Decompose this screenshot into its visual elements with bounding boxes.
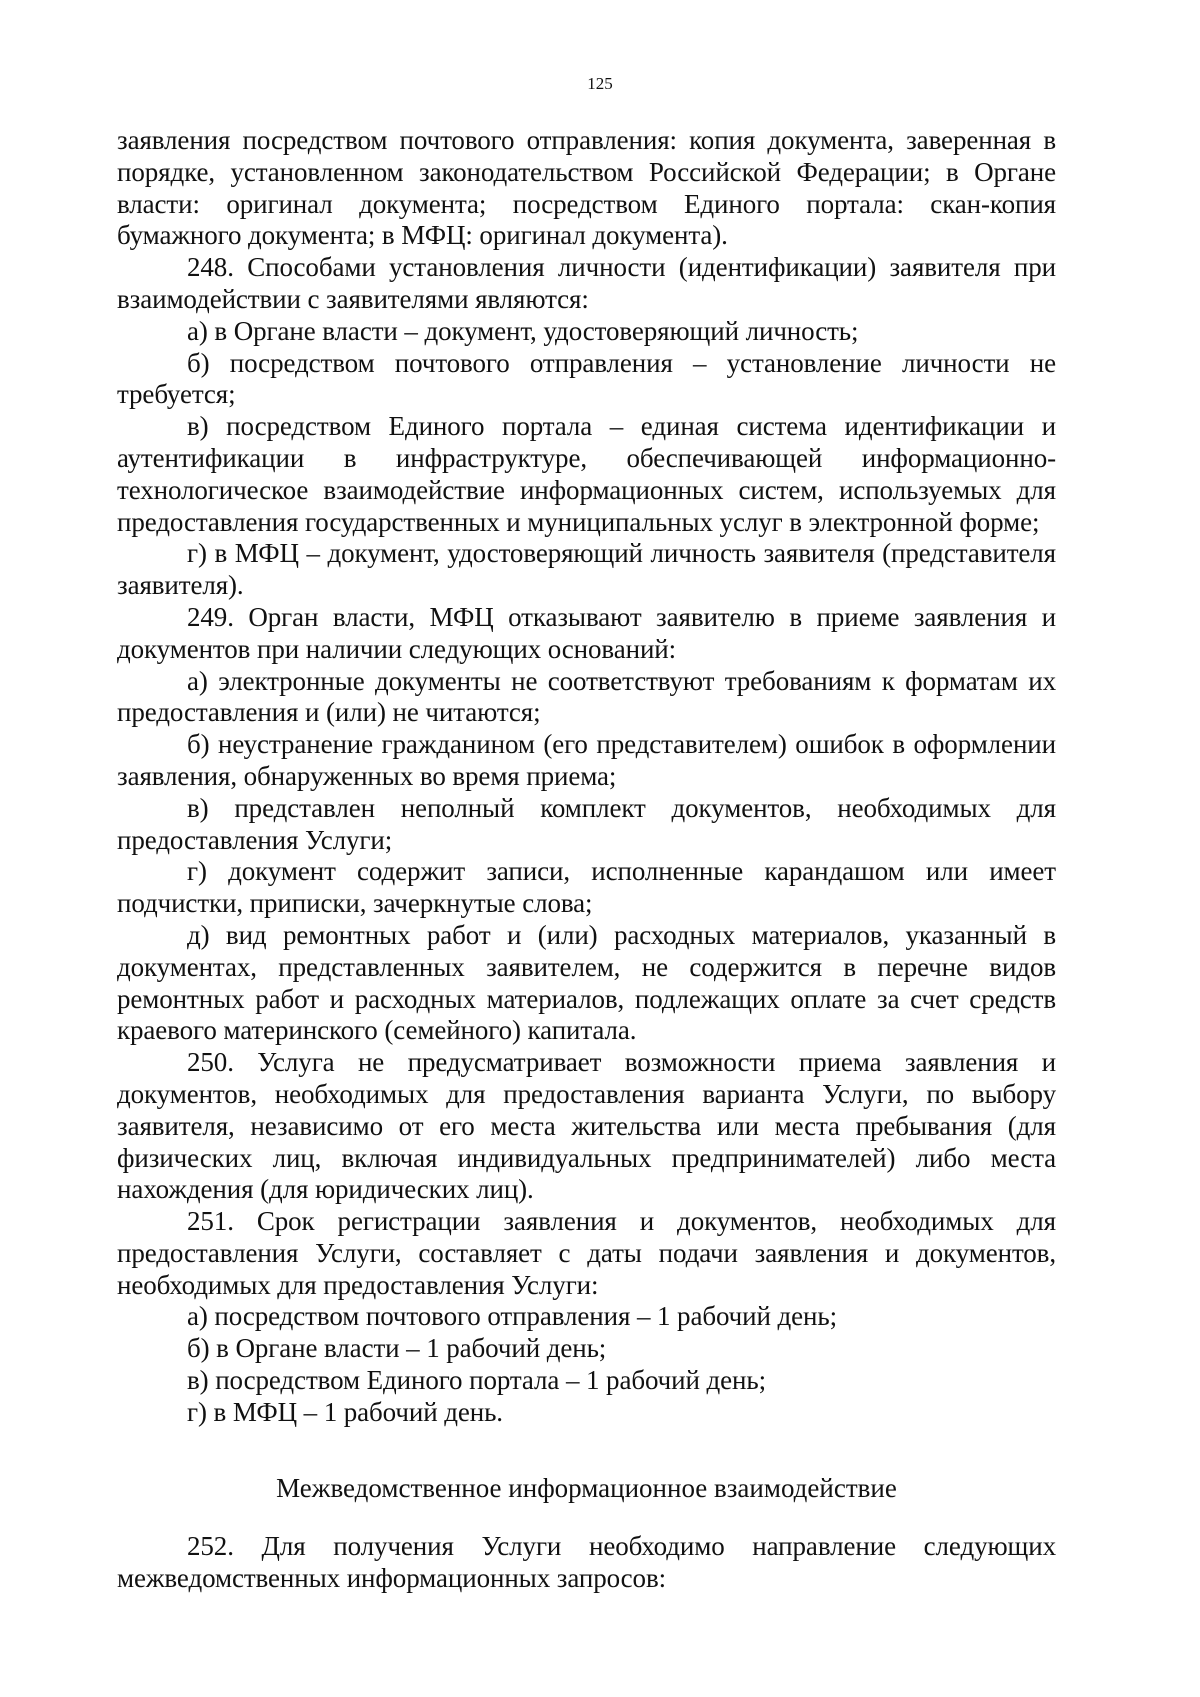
paragraph: в) представлен неполный комплект документов, необходимых для предоставления Услуги; bbox=[117, 792, 1056, 855]
paragraph: в) посредством Единого портала – единая система идентификации и аутентификации в инфраструктуре, обеспечивающей информационно-технологическое взаимодействие информационных систем, используемых для предоставления государственных и муниципальных услуг в электронной форме; bbox=[117, 411, 1056, 537]
paragraph: 249. Орган власти, МФЦ отказывают заявителю в приеме заявления и документов при наличии следующих оснований: bbox=[117, 601, 1056, 664]
paragraph: 252. Для получения Услуги необходимо направление следующих межведомственных информационных запросов: bbox=[117, 1531, 1056, 1594]
paragraph: 250. Услуга не предусматривает возможности приема заявления и документов, необходимых для предоставления варианта Услуги, по выбору заявителя, независимо от его места жительства или места пребывания (для физических лиц, включая индивидуальных предпринимателей) либо места нахождения (для юридических лиц). bbox=[117, 1047, 1056, 1205]
paragraph: г) в МФЦ – 1 рабочий день. bbox=[187, 1396, 503, 1427]
paragraph: а) в Органе власти – документ, удостоверяющий личность; bbox=[187, 315, 859, 346]
paragraph: 251. Срок регистрации заявления и документов, необходимых для предоставления Услуги, составляет с даты подачи заявления и документов, необходимых для предоставления Услуги: bbox=[117, 1206, 1056, 1300]
paragraph: б) в Органе власти – 1 рабочий день; bbox=[187, 1333, 607, 1364]
paragraph: г) в МФЦ – документ, удостоверяющий личность заявителя (представителя заявителя). bbox=[117, 538, 1056, 601]
page-number: 125 bbox=[587, 74, 613, 93]
paragraph: в) посредством Единого портала – 1 рабочий день; bbox=[187, 1365, 766, 1396]
document-body bbox=[117, 125, 1056, 1595]
paragraphs-before-heading bbox=[117, 125, 1056, 1429]
paragraphs-after-heading bbox=[117, 1531, 1056, 1595]
paragraph: б) посредством почтового отправления – установление личности не требуется; bbox=[117, 347, 1056, 410]
paragraph: 248. Способами установления личности (идентификации) заявителя при взаимодействии с заявителями являются: bbox=[117, 252, 1056, 314]
paragraph: а) электронные документы не соответствуют требованиям к форматам их предоставления и (или) не читаются; bbox=[117, 665, 1056, 728]
paragraph: б) неустранение гражданином (его представителем) ошибок в оформлении заявления, обнаруженных во время приема; bbox=[117, 729, 1056, 791]
paragraph: д) вид ремонтных работ и (или) расходных материалов, указанный в документах, представленных заявителем, не содержится в перечне видов ремонтных работ и расходных материалов, подлежащих оплате за счет средств краевого материнского (семейного) капитала. bbox=[117, 919, 1056, 1046]
paragraph: г) документ содержит записи, исполненные карандашом или имеет подчистки, приписки, зачеркнутые слова; bbox=[117, 856, 1056, 919]
paragraph: а) посредством почтового отправления – 1 рабочий день; bbox=[187, 1301, 837, 1332]
section-heading: Межведомственное информационное взаимодействие bbox=[276, 1472, 897, 1503]
paragraph: заявления посредством почтового отправления: копия документа, заверенная в порядке, установленном законодательством Российской Федерации; в Органе власти: оригинал документа; посредством Единого портала: скан-копия бумажного документа; в МФЦ: оригинал документа). bbox=[117, 125, 1056, 251]
